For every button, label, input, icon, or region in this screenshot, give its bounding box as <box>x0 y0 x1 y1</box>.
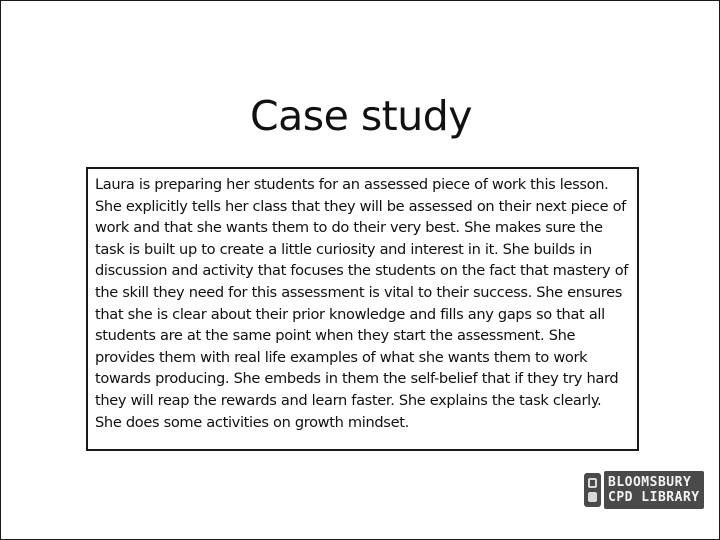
page-title: Case study <box>249 92 473 140</box>
logo-line-2: CPD LIBRARY <box>608 490 700 505</box>
bloomsbury-logo-icon <box>584 473 601 507</box>
logo-line-1: BLOOMSBURY <box>608 475 692 490</box>
case-study-text: Laura is preparing her students for an assessed piece of work this lesson. She explicitly tells her class that they will be assessed on their next piece of work and that she wants them to do their very best. She makes sure the task is built up to create a little curiosity and interest in it. She builds in discussion and activity that focuses the students on the fact that mastery of the skill they need for this assessment is vital to their success. She ensures that she is clear about their prior knowledge and fills any gaps so that all students are at the same point when they start the assessment. She provides them with real life examples of what she wants them to work towards producing. She embeds in them the self-belief that if they try hard they will reap the rewards and learn faster. She explains the task clearly. She does some activities on growth mindset. <box>95 176 629 431</box>
bloomsbury-cpd-library-logo <box>584 470 700 510</box>
case-study-box <box>86 167 639 451</box>
logo-text <box>604 471 704 509</box>
